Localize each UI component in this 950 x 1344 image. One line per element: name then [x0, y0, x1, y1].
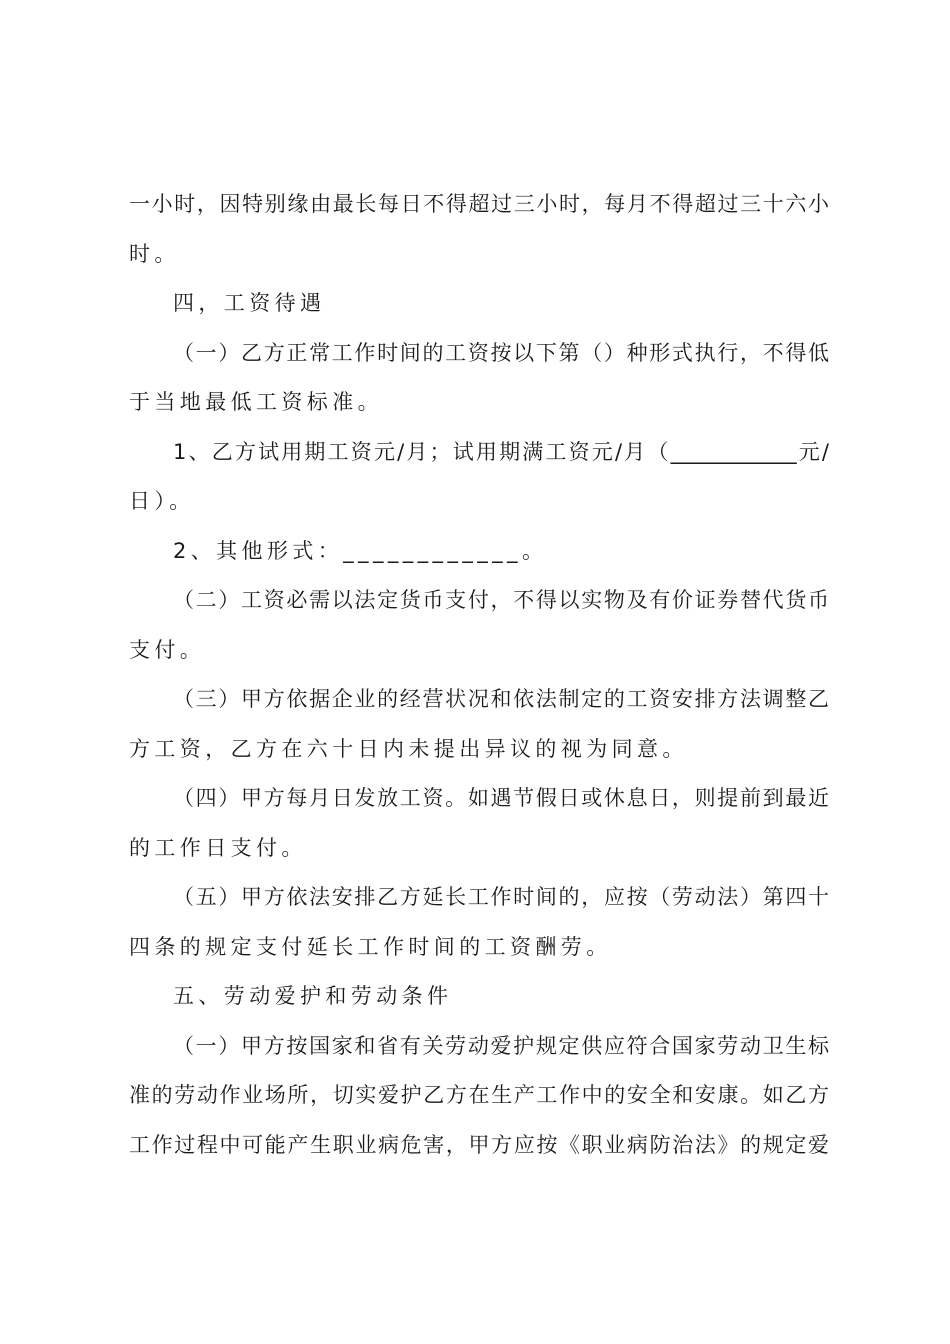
paragraph-line: 2、其他形式：____________。 [173, 538, 548, 563]
document-body [129, 180, 829, 1170]
paragraph-line: 时。 [129, 241, 180, 266]
paragraph-line: （一）乙方正常工作时间的工资按以下第（）种形式执行，不得低 [173, 340, 829, 365]
paragraph-line: （一）甲方按国家和省有关劳动爱护规定供应符合国家劳动卫生标 [173, 1033, 829, 1058]
paragraph-line: 方工资，乙方在六十日内未提出异议的视为同意。 [129, 736, 688, 761]
paragraph-line: （三）甲方依据企业的经营状况和依法制定的工资安排方法调整乙 [173, 687, 829, 711]
paragraph-line: 日）。 [129, 489, 195, 513]
paragraph-line: 准的劳动作业场所，切实爱护乙方在生产工作中的安全和安康。如乙方 [129, 1083, 829, 1107]
section-heading: 四，工资待遇 [173, 291, 326, 315]
paragraph-line: 支付。 [129, 637, 206, 662]
paragraph-line: 一小时，因特别缘由最长每日不得超过三小时，每月不得超过三十六小 [129, 192, 829, 216]
paragraph-line: 于当地最低工资标准。 [129, 390, 383, 414]
paragraph-line: （四）甲方每月日发放工资。如遇节假日或休息日，则提前到最近 [173, 786, 829, 810]
paragraph-line: 工作过程中可能产生职业病危害，甲方应按《职业病防治法》的规定爱 [129, 1132, 829, 1157]
paragraph-line: 1、乙方试用期工资元/月；试用期满工资元/月（____________元/ [173, 439, 829, 464]
paragraph-line: （二）工资必需以法定货币支付，不得以实物及有价证券替代货币 [173, 588, 829, 612]
paragraph-line: 四条的规定支付延长工作时间的工资酬劳。 [129, 934, 612, 959]
paragraph-line: （五）甲方依法安排乙方延长工作时间的，应按（劳动法）第四十 [173, 885, 829, 909]
paragraph-line: 的工作日支付。 [129, 835, 307, 860]
section-heading: 五、劳动爱护和劳动条件 [173, 984, 453, 1008]
